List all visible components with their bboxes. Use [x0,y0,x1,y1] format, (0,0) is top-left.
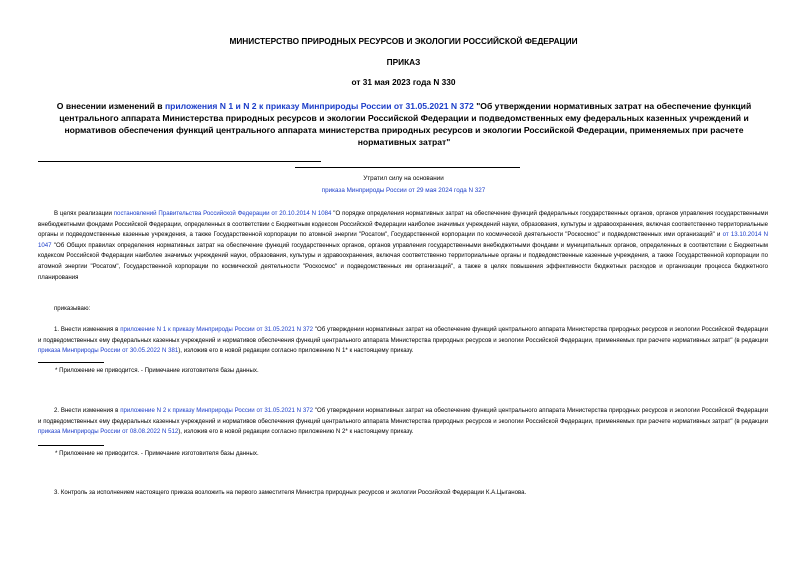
document-title [48,100,760,148]
item-2-link-edition[interactable]: приказа Минприроды России от 08.08.2022 N 512 [38,428,179,436]
item-2-paragraph: 2. Внести изменения в приложение N 2 к приказу Минприроды России от 31.05.2021 N 372 "Об утверждении нормативных затрат на обеспечение функций центрального аппарата Министерства природных ресурсов и экологии Российской Федерации и подведомственных ему федеральных казенных учреждений и нормативов обеспечения функций центрального аппарата Министерства природных ресурсов и экологии Российской Федерации, применяемых при расчете нормативных затрат" (в редакции приказа Минприроды России от 08.08.2022 N 512), изложив его в новой редакции согласно приложению N 2* к настоящему приказу. [38,407,768,436]
preamble-paragraph: В целях реализации постановлений Правительства Российской Федерации от 20.10.2014 N 1084 "О порядке определения нормативных затрат на обеспечение функций федеральных государственных органов, органов управления государственными внебюджетными фондами Российской Федерации, определенных в соответствии с Бюджетным кодексом Российской Федерации наиболее значимых учреждений науки, образования, культуры и здравоохранения, включая соответственно территориальные органы и подведомственные казенные учреждения, а также Государственной корпорации по атомной энергии "Росатом", Государственной корпорации по космической деятельности "Роскосмос" и подведомственных ими организаций" и от 13.10.2014 N 1047 "Об Общих правилах определения нормативных затрат на обеспечение функций государственных органов, органов управления государственными внебюджетными фондами и муниципальных органов, определенных в соответствии с Бюджетным кодексом Российской Федерации наиболее значимых учреждений науки, образования, культуры и здравоохранения, включая соответственно территориальные органы и подведомственные казенные учреждения, а также Государственной корпорации по атомной энергии "Росатом", Государственной корпорации по космической деятельности "Роскосмос" и подведомственных им организаций", а также в целях повышения эффективности бюджетных расходов и организации процесса бюджетного планирования [38,210,769,281]
separator-line [38,161,321,162]
item-1-link-edition[interactable]: приказа Минприроды России от 30.05.2022 N 381 [38,347,179,355]
title-post: "Об утверждении нормативных затрат на обеспечение функций центрального аппарата Министерства природных ресурсов и экологии Российской Федерации и подведомственных ему федеральных казенных учреждений и нормативов обеспечения функций центрального аппарата министерства природных ресурсов и экологии Российской Федерации, применяемых при расчете нормативных затрат" [59,101,752,147]
item-1-link-appendix[interactable]: приложение N 1 к приказу Минприроды России от 31.05.2021 N 372 [120,326,314,333]
separator-line [295,167,520,168]
order-word: приказываю: [54,305,91,312]
item-3-paragraph: 3. Контроль за исполнением настоящего приказа возложить на первого заместителя Министра природных ресурсов и экологии Российской Федерации К.А.Цыганова. [54,489,527,496]
item-1-paragraph: 1. Внести изменения в приложение N 1 к приказу Минприроды России от 31.05.2021 N 372 "Об утверждении нормативных затрат на обеспечение функций центрального аппарата Министерства природных ресурсов и экологии Российской Федерации и подведомственных ему федеральных казенных учреждений и нормативов обеспечения функций центрального аппарата Министерства природных ресурсов и экологии Российской Федерации, применяемых при расчете нормативных затрат" (в редакции приказа Минприроды России от 30.05.2022 N 381), изложив его в новой редакции согласно приложению N 1* к настоящему приказу. [38,326,768,355]
date-number-heading: от 31 мая 2023 года N 330 [351,77,456,87]
title-pre: О внесении изменений в [56,101,165,111]
title-link[interactable]: приложения N 1 и N 2 к приказу Минприроды России от 31.05.2021 N 372 [164,101,474,111]
preamble-link-1047[interactable]: от 13.10.2014 N 1047 [38,231,768,249]
footnote-separator [38,362,104,363]
item-2-link-appendix[interactable]: приложение N 2 к приказу Минприроды России от 31.05.2021 N 372 [120,407,314,414]
lapse-note-link-row [0,186,807,195]
ministry-heading: МИНИСТЕРСТВО ПРИРОДНЫХ РЕСУРСОВ И ЭКОЛОГИИ РОССИЙСКОЙ ФЕДЕРАЦИИ [229,36,578,46]
preamble-link-1084[interactable]: постановлений Правительства Российской Федерации от 20.10.2014 N 1084 [113,210,332,217]
lapse-note-text: Утратил силу на основании [363,175,444,182]
lapse-note-link[interactable]: приказа Минприроды России от 29 мая 2024 года N 327 [321,187,486,194]
doc-type-heading: ПРИКАЗ [386,57,421,67]
footnote-separator [38,445,104,446]
footnote-2: * Приложение не приводится. - Примечание изготовителя базы данных. [55,450,259,457]
footnote-1: * Приложение не приводится. - Примечание изготовителя базы данных. [55,367,259,374]
